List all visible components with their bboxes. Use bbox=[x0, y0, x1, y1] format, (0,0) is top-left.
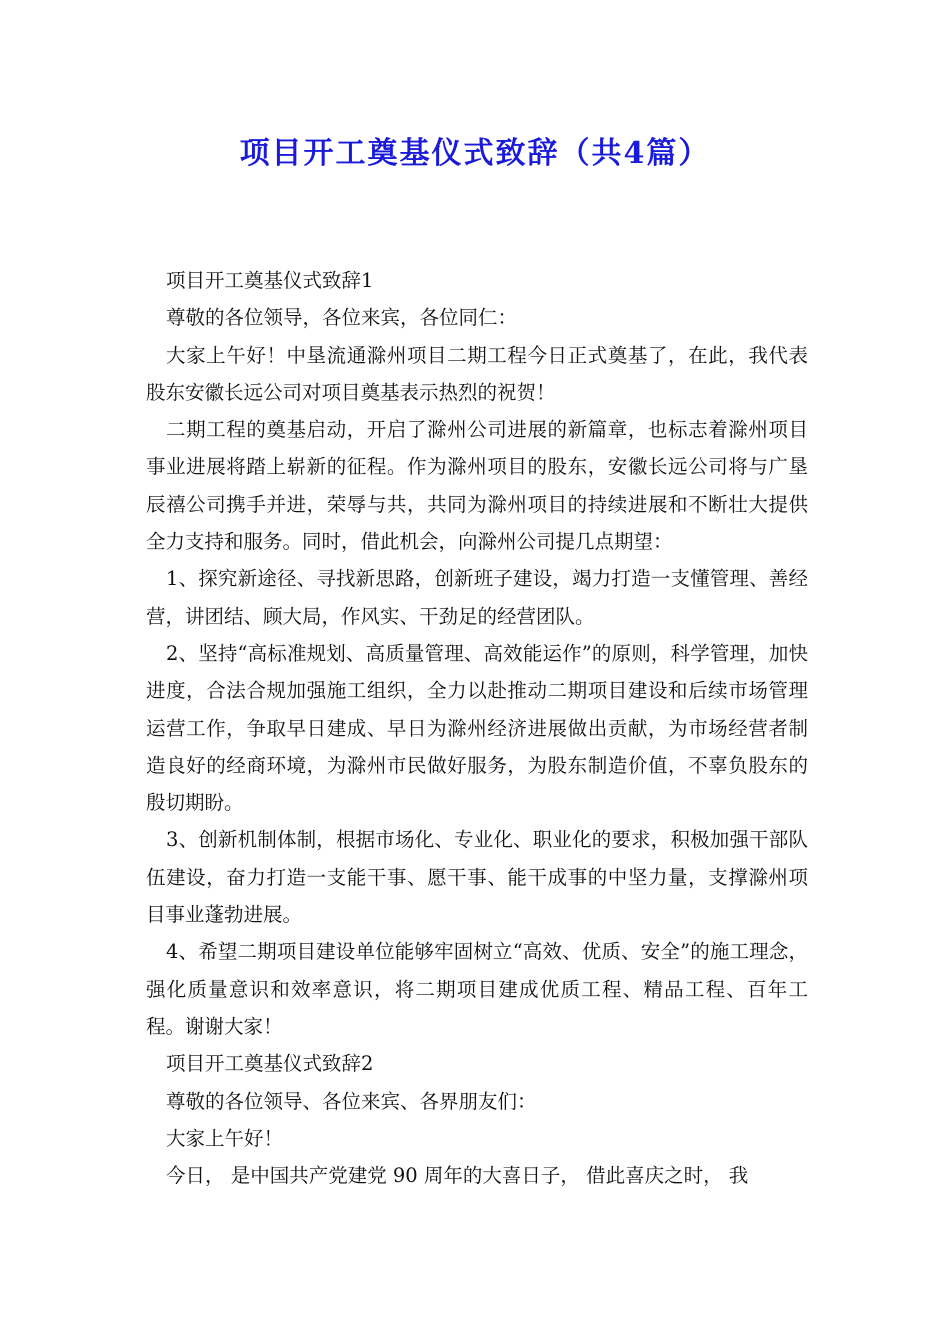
paragraph: 尊敬的各位领导、各位来宾、各界朋友们： bbox=[166, 1089, 537, 1113]
paragraph: 尊敬的各位领导，各位来宾，各位同仁： bbox=[166, 306, 518, 330]
list-item: 3、创新机制体制，根据市场化、专业化、职业化的要求，积极加强干部队伍建设，奋力打造一支能干事、愿干事、能干成事的中坚力量，支撑滁州项目事业蓬勃进展。 bbox=[146, 828, 808, 927]
section-heading: 项目开工奠基仪式致辞2 bbox=[166, 1052, 374, 1076]
section-heading: 项目开工奠基仪式致辞1 bbox=[166, 269, 374, 292]
paragraph: 二期工程的奠基启动，开启了滁州公司进展的新篇章，也标志着滁州项目事业进展将踏上崭新的征程。作为滁州项目的股东，安徽长远公司将与广垦辰禧公司携手并进，荣辱与共，共同为滁州项目的持续进展和不断壮大提供全力支持和服务。同时，借此机会，向滁州公司提几点期望： bbox=[146, 418, 808, 554]
document-body bbox=[146, 262, 808, 1194]
list-item: 4、希望二期项目建设单位能够牢固树立“高效、优质、安全”的施工理念，强化质量意识和效率意识，将二期项目建成优质工程、精品工程、百年工程。谢谢大家！ bbox=[146, 940, 808, 1038]
paragraph: 今日， 是中国共产党建党 90 周年的大喜日子， 借此喜庆之时， 我 bbox=[166, 1164, 749, 1188]
paragraph: 大家上午好！中垦流通滁州项目二期工程今日正式奠基了，在此，我代表股东安徽长远公司对项目奠基表示热烈的祝贺！ bbox=[146, 343, 808, 404]
document-title: 项目开工奠基仪式致辞（共4篇） bbox=[239, 136, 711, 171]
list-item: 1、探究新途径、寻找新思路，创新班子建设，竭力打造一支懂管理、善经营，讲团结、顾大局，作风实、干劲足的经营团队。 bbox=[146, 567, 808, 628]
list-item: 2、坚持“高标准规划、高质量管理、高效能运作”的原则，科学管理，加快进度，合法合规加强施工组织，全力以赴推动二期项目建设和后续市场管理运营工作，争取早日建成、早日为滁州经济进展做出贡献，为市场经营者制造良好的经商环境，为滁州市民做好服务，为股东制造价值，不辜负股东的殷切期盼。 bbox=[146, 641, 808, 815]
paragraph: 大家上午好！ bbox=[166, 1126, 284, 1150]
